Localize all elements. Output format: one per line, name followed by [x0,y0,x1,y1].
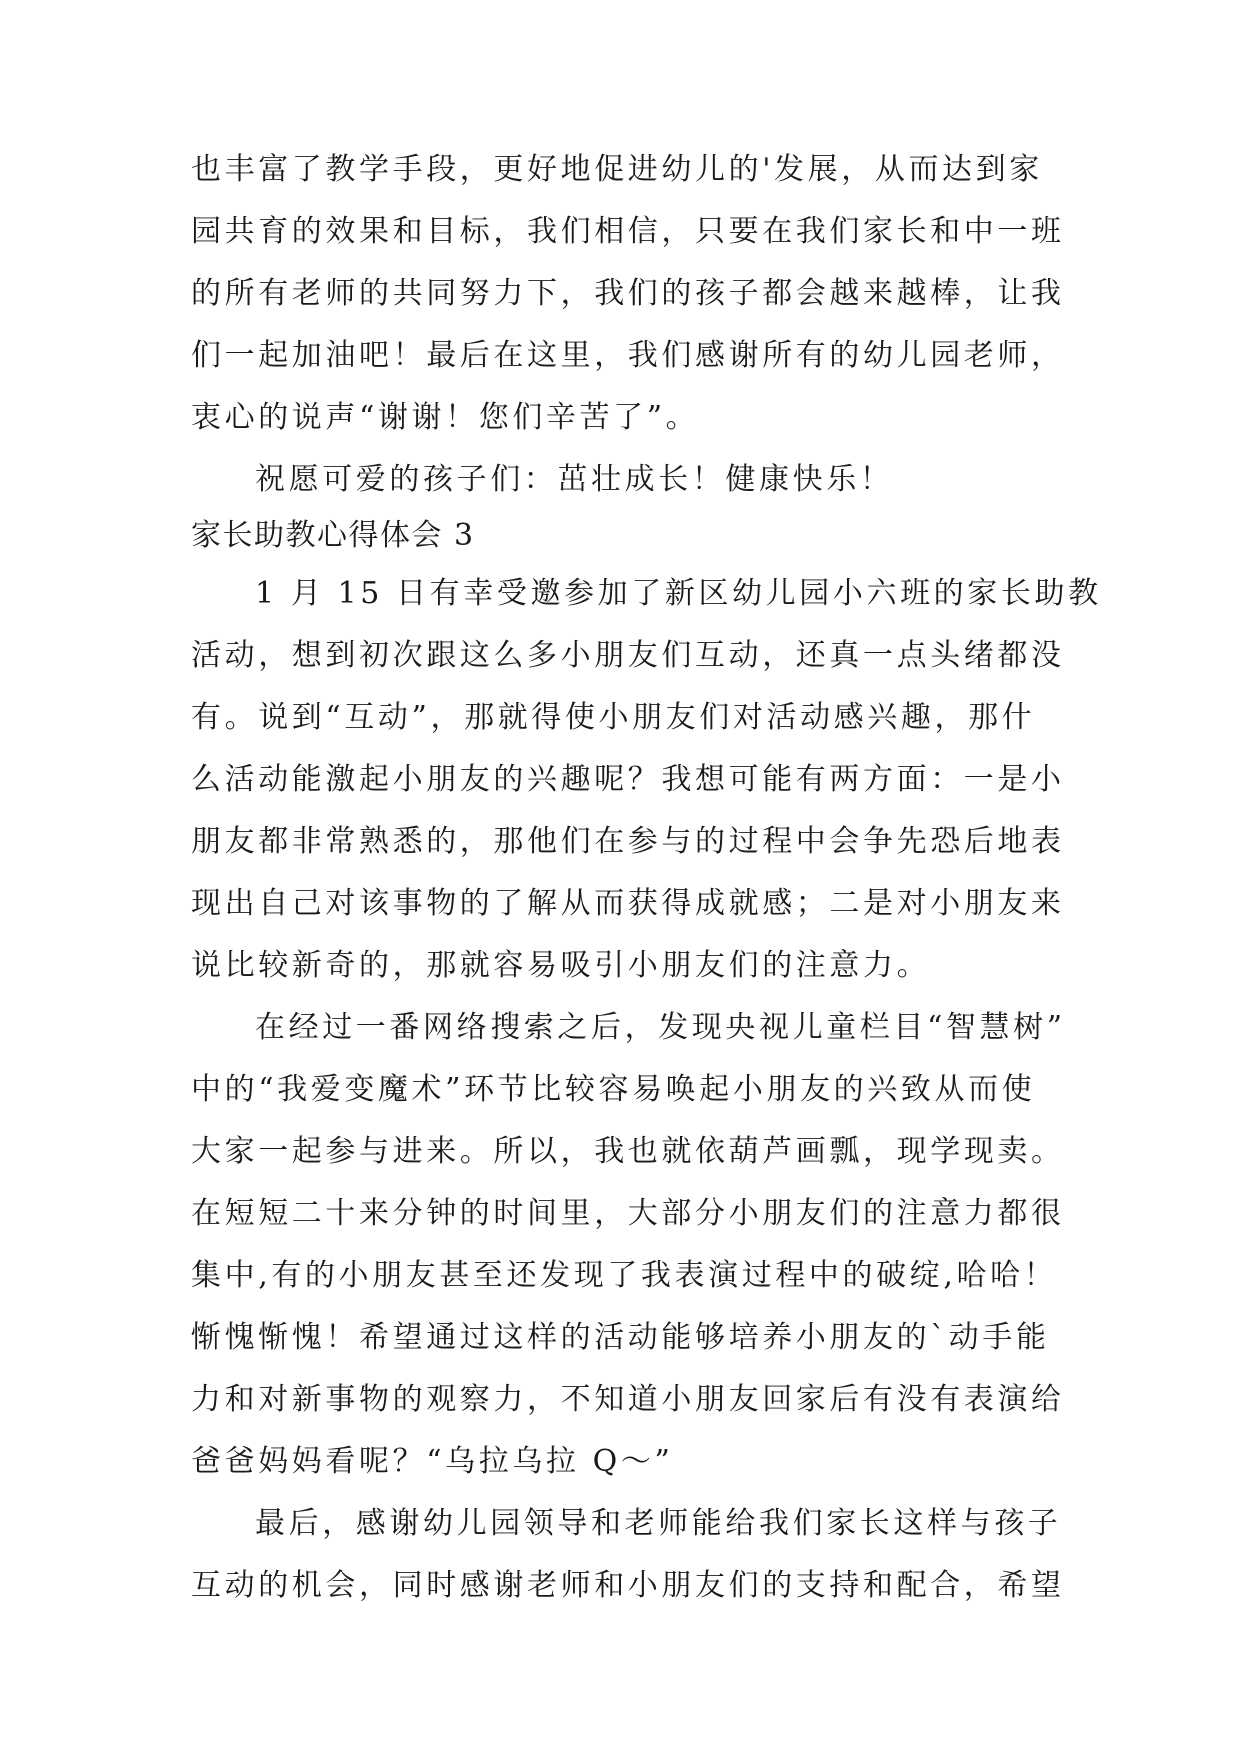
section-heading: 家长助教心得体会 3 [191,518,475,553]
text-line: 中的“我爱变魔术”环节比较容易唤起小朋友的兴致从而使 [191,1072,1036,1107]
text-line: 的所有老师的共同努力下，我们的孩子都会越来越棒，让我 [191,276,1065,311]
text-line: 也丰富了教学手段，更好地促进幼儿的'发展，从而达到家 [191,152,1043,187]
text-line: 么活动能激起小朋友的兴趣呢？我想可能有两方面：一是小 [191,762,1065,797]
text-line: 说比较新奇的，那就容易吸引小朋友们的注意力。 [191,948,931,983]
text-line: 集中,有的小朋友甚至还发现了我表演过程中的破绽,哈哈！ [191,1258,1058,1293]
text-line: 有。说到“互动”，那就得使小朋友们对活动感兴趣，那什 [191,700,1036,735]
text-line: 惭愧惭愧！希望通过这样的活动能够培养小朋友的`动手能 [191,1320,1050,1355]
text-line: 最后，感谢幼儿园领导和老师能给我们家长这样与孩子 [255,1506,1062,1541]
text-line: 衷心的说声“谢谢！您们辛苦了”。 [191,400,700,435]
text-line: 朋友都非常熟悉的，那他们在参与的过程中会争先恐后地表 [191,824,1065,859]
text-line: 1 月 15 日有幸受邀参加了新区幼儿园小六班的家长助教 [255,576,1102,611]
text-line: 活动，想到初次跟这么多小朋友们互动，还真一点头绪都没 [191,638,1065,673]
text-line: 园共育的效果和目标，我们相信，只要在我们家长和中一班 [191,214,1065,249]
text-line: 们一起加油吧！最后在这里，我们感谢所有的幼儿园老师， [191,338,1065,373]
text-line: 互动的机会，同时感谢老师和小朋友们的支持和配合，希望 [191,1568,1065,1603]
text-line: 力和对新事物的观察力，不知道小朋友回家后有没有表演给 [191,1382,1065,1417]
text-line: 爸爸妈妈看呢？“乌拉乌拉 Q～” [191,1444,674,1479]
text-line: 现出自己对该事物的了解从而获得成就感；二是对小朋友来 [191,886,1065,921]
text-line: 在经过一番网络搜索之后，发现央视儿童栏目“智慧树” [255,1010,1066,1045]
text-line: 在短短二十来分钟的时间里，大部分小朋友们的注意力都很 [191,1196,1065,1231]
text-line: 祝愿可爱的孩子们：茁壮成长！健康快乐！ [255,462,894,497]
text-line: 大家一起参与进来。所以，我也就依葫芦画瓢，现学现卖。 [191,1134,1065,1169]
